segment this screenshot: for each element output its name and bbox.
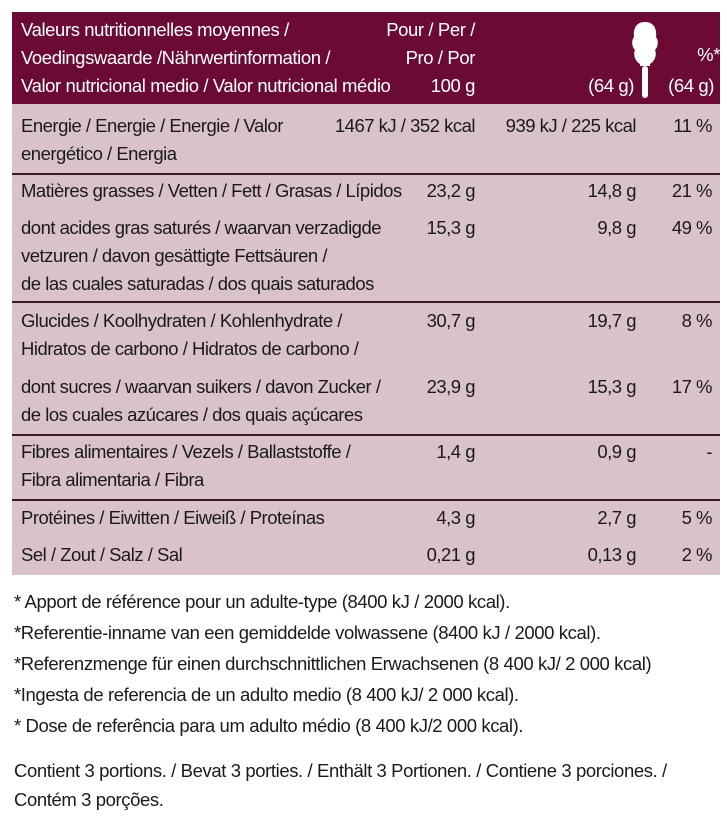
row-portion: 15,3 g bbox=[587, 376, 636, 397]
row-portion: 0,13 g bbox=[587, 544, 636, 565]
row-label bbox=[21, 541, 182, 569]
header-pct-portion: (64 g) bbox=[668, 75, 714, 96]
header-label-line: Valor nutricional medio / Valor nutricional médio bbox=[21, 75, 391, 96]
ice-cream-stick-icon bbox=[630, 20, 660, 100]
row-label-line: Protéines / Eiwitten / Eiweiß / Proteínas bbox=[21, 507, 325, 528]
row-label-line: dont acides gras saturés / waarvan verzadigde bbox=[21, 217, 382, 238]
table-header bbox=[12, 12, 720, 104]
row-pct: 11 % bbox=[673, 115, 712, 136]
row-label-line: energético / Energia bbox=[21, 143, 177, 164]
header-label-line: Valeurs nutritionnelles moyennes / bbox=[21, 19, 289, 40]
row-label bbox=[21, 373, 381, 429]
header-per100-line: 100 g bbox=[430, 75, 475, 96]
row-label-line: Fibra alimentaria / Fibra bbox=[21, 469, 204, 490]
row-pct: - bbox=[706, 441, 712, 462]
footnote-line: *Ingesta de referencia de un adulto medio (8 400 kJ/ 2 000 kcal). bbox=[14, 684, 519, 705]
row-label-line: Matières grasses / Vetten / Fett / Grasas / Lípidos bbox=[21, 180, 402, 201]
row-portion: 19,7 g bbox=[587, 310, 636, 331]
row-portion: 14,8 g bbox=[587, 180, 636, 201]
row-per100: 1467 kJ / 352 kcal bbox=[334, 115, 475, 136]
row-pct: 2 % bbox=[681, 544, 712, 565]
header-per100-line: Pour / Per / bbox=[386, 19, 475, 40]
header-label bbox=[21, 16, 390, 100]
row-portion: 2,7 g bbox=[597, 507, 636, 528]
row-label-line: de los cuales azúcares / dos quais açúcares bbox=[21, 404, 363, 425]
row-divider bbox=[12, 434, 720, 436]
row-pct: 17 % bbox=[671, 376, 712, 397]
footnote-line: *Referentie-inname van een gemiddelde volwassene (8400 kJ / 2000 kcal). bbox=[14, 622, 601, 643]
row-label-line: Fibres alimentaires / Vezels / Ballaststoffe / bbox=[21, 441, 351, 462]
row-per100: 23,9 g bbox=[426, 376, 475, 397]
row-label-line: Hidratos de carbono / Hidratos de carbono / bbox=[21, 338, 359, 359]
portions-note bbox=[14, 756, 667, 814]
row-label-line: de las cuales saturadas / dos quais saturados bbox=[21, 273, 374, 294]
nutrition-table bbox=[12, 12, 720, 575]
row-label-line: Glucides / Koolhydraten / Kohlenhydrate / bbox=[21, 310, 342, 331]
footnote-line: * Dose de referência para um adulto médio (8 400 kJ/2 000 kcal). bbox=[14, 715, 524, 736]
row-pct: 8 % bbox=[681, 310, 712, 331]
row-per100: 30,7 g bbox=[426, 310, 475, 331]
row-divider bbox=[12, 173, 720, 175]
row-per100: 15,3 g bbox=[426, 217, 475, 238]
row-pct: 49 % bbox=[671, 217, 712, 238]
row-portion: 9,8 g bbox=[597, 217, 636, 238]
row-pct: 5 % bbox=[681, 507, 712, 528]
row-label-line: Sel / Zout / Salz / Sal bbox=[21, 544, 183, 565]
reference-intake-footnotes bbox=[14, 586, 651, 741]
row-per100: 23,2 g bbox=[426, 180, 475, 201]
row-label bbox=[21, 177, 402, 205]
header-pct-star: %* bbox=[697, 44, 720, 65]
row-divider bbox=[12, 301, 720, 303]
row-label bbox=[21, 307, 358, 363]
row-portion: 0,9 g bbox=[597, 441, 636, 462]
row-label bbox=[21, 504, 324, 532]
header-portion: (64 g) bbox=[588, 75, 634, 96]
row-divider bbox=[12, 499, 720, 501]
row-label-line: dont sucres / waarvan suikers / davon Zucker / bbox=[21, 376, 381, 397]
header-label-line: Voedingswaarde /Nährwertinformation / bbox=[21, 47, 331, 68]
row-label-line: Energie / Energie / Energie / Valor bbox=[21, 115, 283, 136]
row-per100: 0,21 g bbox=[426, 544, 475, 565]
row-label bbox=[21, 438, 350, 494]
row-label bbox=[21, 214, 381, 298]
portions-line: Contient 3 portions. / Bevat 3 porties. / Enthält 3 Portionen. / Contiene 3 porciones. / bbox=[14, 760, 667, 781]
row-label-line: vetzuren / davon gesättigte Fettsäuren / bbox=[21, 245, 327, 266]
header-per100-line: Pro / Por bbox=[405, 47, 475, 68]
header-per100 bbox=[386, 16, 475, 100]
row-portion: 939 kJ / 225 kcal bbox=[505, 115, 636, 136]
portions-line: Contém 3 porções. bbox=[14, 789, 164, 810]
row-per100: 1,4 g bbox=[436, 441, 475, 462]
footnote-line: * Apport de référence pour un adulte-type (8400 kJ / 2000 kcal). bbox=[14, 591, 510, 612]
footnote-line: *Referenzmenge für einen durchschnittlichen Erwachsenen (8 400 kJ/ 2 000 kcal) bbox=[14, 653, 652, 674]
row-per100: 4,3 g bbox=[436, 507, 475, 528]
row-label bbox=[21, 112, 283, 168]
row-pct: 21 % bbox=[671, 180, 712, 201]
